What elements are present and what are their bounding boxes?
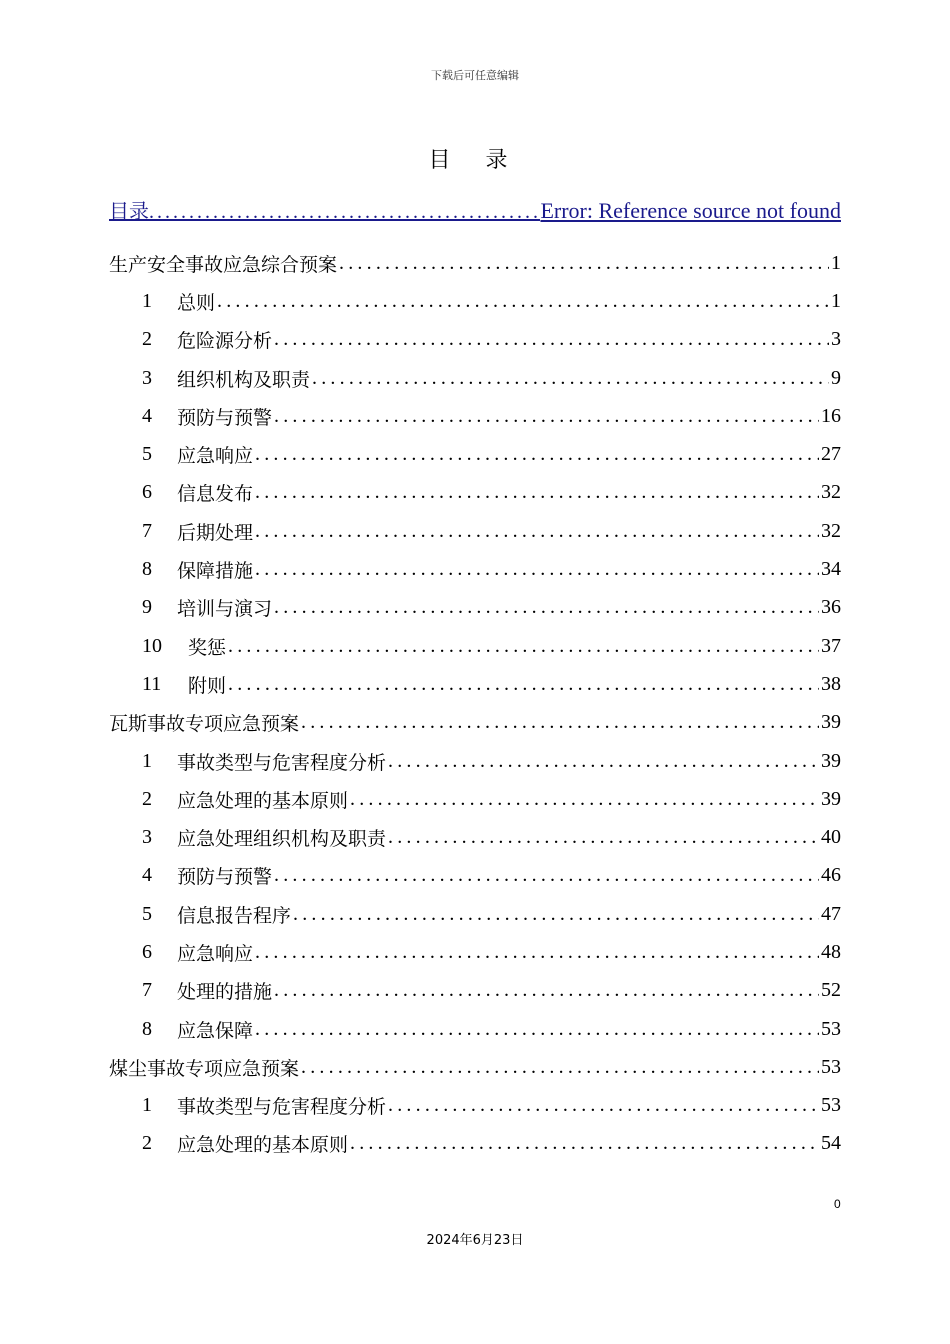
- toc-subsection-entry[interactable]: [109, 780, 841, 818]
- toc-leader-dots: [348, 1132, 819, 1155]
- toc-entry-page: 9: [831, 366, 841, 389]
- toc-entry-page: 37: [821, 634, 841, 657]
- toc-entry-label: 应急响应: [177, 942, 254, 965]
- toc-entry-label: 预防与预警: [177, 406, 273, 429]
- toc-subsection-entry[interactable]: [109, 397, 841, 435]
- toc-entry-label: 应急处理的基本原则: [177, 789, 349, 812]
- toc-section-entry[interactable]: [109, 704, 841, 742]
- toc-subsection-entry[interactable]: [109, 1125, 841, 1163]
- toc-leader-dots: [386, 1094, 819, 1117]
- toc-leader-dots: [272, 328, 829, 351]
- toc-leader-dots: [299, 711, 819, 734]
- toc-entry-label: 应急响应: [177, 445, 254, 468]
- toc-entry-number: 2: [142, 787, 152, 810]
- toc-entry-page: 39: [821, 787, 841, 810]
- toc-entry-page: 53: [821, 1017, 841, 1040]
- toc-section-entry[interactable]: [109, 1048, 841, 1086]
- toc-entry-page: 32: [821, 481, 841, 504]
- toc-subsection-entry[interactable]: [109, 589, 841, 627]
- toc-entry-label: 后期处理: [177, 521, 254, 544]
- toc-subsection-entry[interactable]: [109, 435, 841, 473]
- toc-entry-page: 52: [821, 979, 841, 1002]
- toc-leader-dots: [348, 788, 819, 811]
- toc-subsection-entry[interactable]: [109, 1010, 841, 1048]
- toc-entry-page: 16: [821, 404, 841, 427]
- toc-subsection-entry[interactable]: [109, 359, 841, 397]
- toc-subsection-entry[interactable]: [109, 474, 841, 512]
- header-note: 下载后可任意编辑: [431, 69, 519, 82]
- toc-entry-label: 处理的措施: [177, 981, 273, 1004]
- toc-entry-number: 3: [142, 826, 152, 849]
- toc-entry-page: 39: [821, 749, 841, 772]
- toc-entry-page: 38: [821, 672, 841, 695]
- toc-leader-dots: [215, 290, 829, 313]
- toc-entry-number: 9: [142, 596, 152, 619]
- toc-entry-page: 27: [821, 443, 841, 466]
- toc-entry-page: 3: [831, 328, 841, 351]
- toc-subsection-entry[interactable]: [109, 818, 841, 856]
- toc-entry-page: 1: [831, 289, 841, 312]
- toc-entry-label: 应急处理组织机构及职责: [177, 828, 387, 851]
- toc-leader-dots: [226, 635, 819, 658]
- toc-section-entry[interactable]: [109, 244, 841, 282]
- toc-entry-label: 信息发布: [177, 483, 254, 506]
- toc-subsection-entry[interactable]: [109, 972, 841, 1010]
- toc-entry-number: 3: [142, 366, 152, 389]
- toc-entry-number: 2: [142, 328, 152, 351]
- toc-subsection-entry[interactable]: [109, 857, 841, 895]
- toc-entry-page: 39: [821, 711, 841, 734]
- toc-entry-page: 48: [821, 940, 841, 963]
- toc-subsection-entry[interactable]: [109, 1087, 841, 1125]
- toc-leader-dots: [272, 596, 819, 619]
- toc-entry-number: 10: [142, 634, 162, 657]
- toc-entry-label: 生产安全事故应急综合预案: [109, 253, 338, 276]
- toc-entry-label: 煤尘事故专项应急预案: [109, 1057, 300, 1080]
- toc-entry-page: 53: [821, 1094, 841, 1117]
- toc-leader-dots: [272, 405, 819, 428]
- toc-entry-number: 7: [142, 979, 152, 1002]
- toc-leader-dots: [291, 903, 819, 926]
- toc-entry-number: 1: [142, 749, 152, 772]
- toc-leader-dots: [253, 941, 819, 964]
- toc-leader-dots: [226, 673, 819, 696]
- toc-entry-number: 1: [142, 1094, 152, 1117]
- table-of-contents: [109, 244, 841, 1163]
- toc-leader-dots: [310, 367, 829, 390]
- toc-entry-number: 6: [142, 940, 152, 963]
- toc-leader-dots: [253, 1018, 819, 1041]
- toc-entry-page: 40: [821, 826, 841, 849]
- toc-subsection-entry[interactable]: [109, 550, 841, 588]
- toc-leader-dots: [337, 252, 829, 275]
- toc-entry-label: 事故类型与危害程度分析: [177, 1096, 387, 1119]
- toc-entry-page: 34: [821, 558, 841, 581]
- toc-entry-number: 8: [142, 558, 152, 581]
- toc-leader-dots: [386, 826, 819, 849]
- toc-entry-page: 1: [831, 251, 841, 274]
- toc-entry-label: 奖惩: [188, 636, 227, 659]
- toc-entry-number: 11: [142, 672, 162, 695]
- toc-entry-page: 47: [821, 902, 841, 925]
- toc-entry-number: 2: [142, 1132, 152, 1155]
- toc-entry-label: 培训与演习: [177, 598, 273, 621]
- toc-link-label: 目录: [109, 199, 149, 223]
- toc-leader-dots: [149, 201, 540, 224]
- toc-entry-page: 46: [821, 864, 841, 887]
- toc-leader-dots: [253, 520, 819, 543]
- toc-subsection-entry[interactable]: [109, 321, 841, 359]
- toc-entry-label: 保障措施: [177, 560, 254, 583]
- toc-entry-number: 7: [142, 519, 152, 542]
- toc-entry-label: 组织机构及职责: [177, 368, 311, 391]
- toc-entry-label: 事故类型与危害程度分析: [177, 751, 387, 774]
- toc-entry-number: 4: [142, 864, 152, 887]
- toc-entry-label: 危险源分析: [177, 330, 273, 353]
- toc-subsection-entry[interactable]: [109, 895, 841, 933]
- toc-entry-label: 信息报告程序: [177, 904, 292, 927]
- footer-date: 2024年6月23日: [426, 1233, 524, 1248]
- toc-entry-label: 应急处理的基本原则: [177, 1134, 349, 1157]
- toc-entry-page: 53: [821, 1055, 841, 1078]
- toc-entry-number: 6: [142, 481, 152, 504]
- toc-leader-dots: [272, 979, 819, 1002]
- toc-subsection-entry[interactable]: [109, 282, 841, 320]
- toc-leader-dots: [253, 481, 819, 504]
- toc-entry-number: 5: [142, 443, 152, 466]
- toc-entry-number: 5: [142, 902, 152, 925]
- toc-subsection-entry[interactable]: [109, 742, 841, 780]
- toc-subsection-entry[interactable]: [109, 627, 841, 665]
- toc-leader-dots: [299, 1056, 819, 1079]
- page-title: 目 录: [428, 148, 522, 173]
- toc-entry-page: 32: [821, 519, 841, 542]
- toc-entry-page: 36: [821, 596, 841, 619]
- toc-entry-label: 预防与预警: [177, 866, 273, 889]
- toc-entry-label: 瓦斯事故专项应急预案: [109, 713, 300, 736]
- toc-entry-page: 54: [821, 1132, 841, 1155]
- toc-entry-label: 总则: [177, 291, 216, 314]
- toc-leader-dots: [272, 864, 819, 887]
- toc-subsection-entry[interactable]: [109, 512, 841, 550]
- toc-subsection-entry[interactable]: [109, 665, 841, 703]
- toc-self-link[interactable]: [109, 195, 841, 224]
- toc-link-page: Error: Reference source not found: [540, 198, 841, 223]
- toc-leader-dots: [253, 558, 819, 581]
- toc-entry-number: 8: [142, 1017, 152, 1040]
- toc-entry-number: 4: [142, 404, 152, 427]
- toc-leader-dots: [386, 750, 819, 773]
- toc-entry-label: 附则: [188, 674, 227, 697]
- toc-entry-number: 1: [142, 289, 152, 312]
- toc-subsection-entry[interactable]: [109, 933, 841, 971]
- toc-leader-dots: [253, 443, 819, 466]
- toc-entry-label: 应急保障: [177, 1019, 254, 1042]
- page-number: 0: [834, 1197, 841, 1211]
